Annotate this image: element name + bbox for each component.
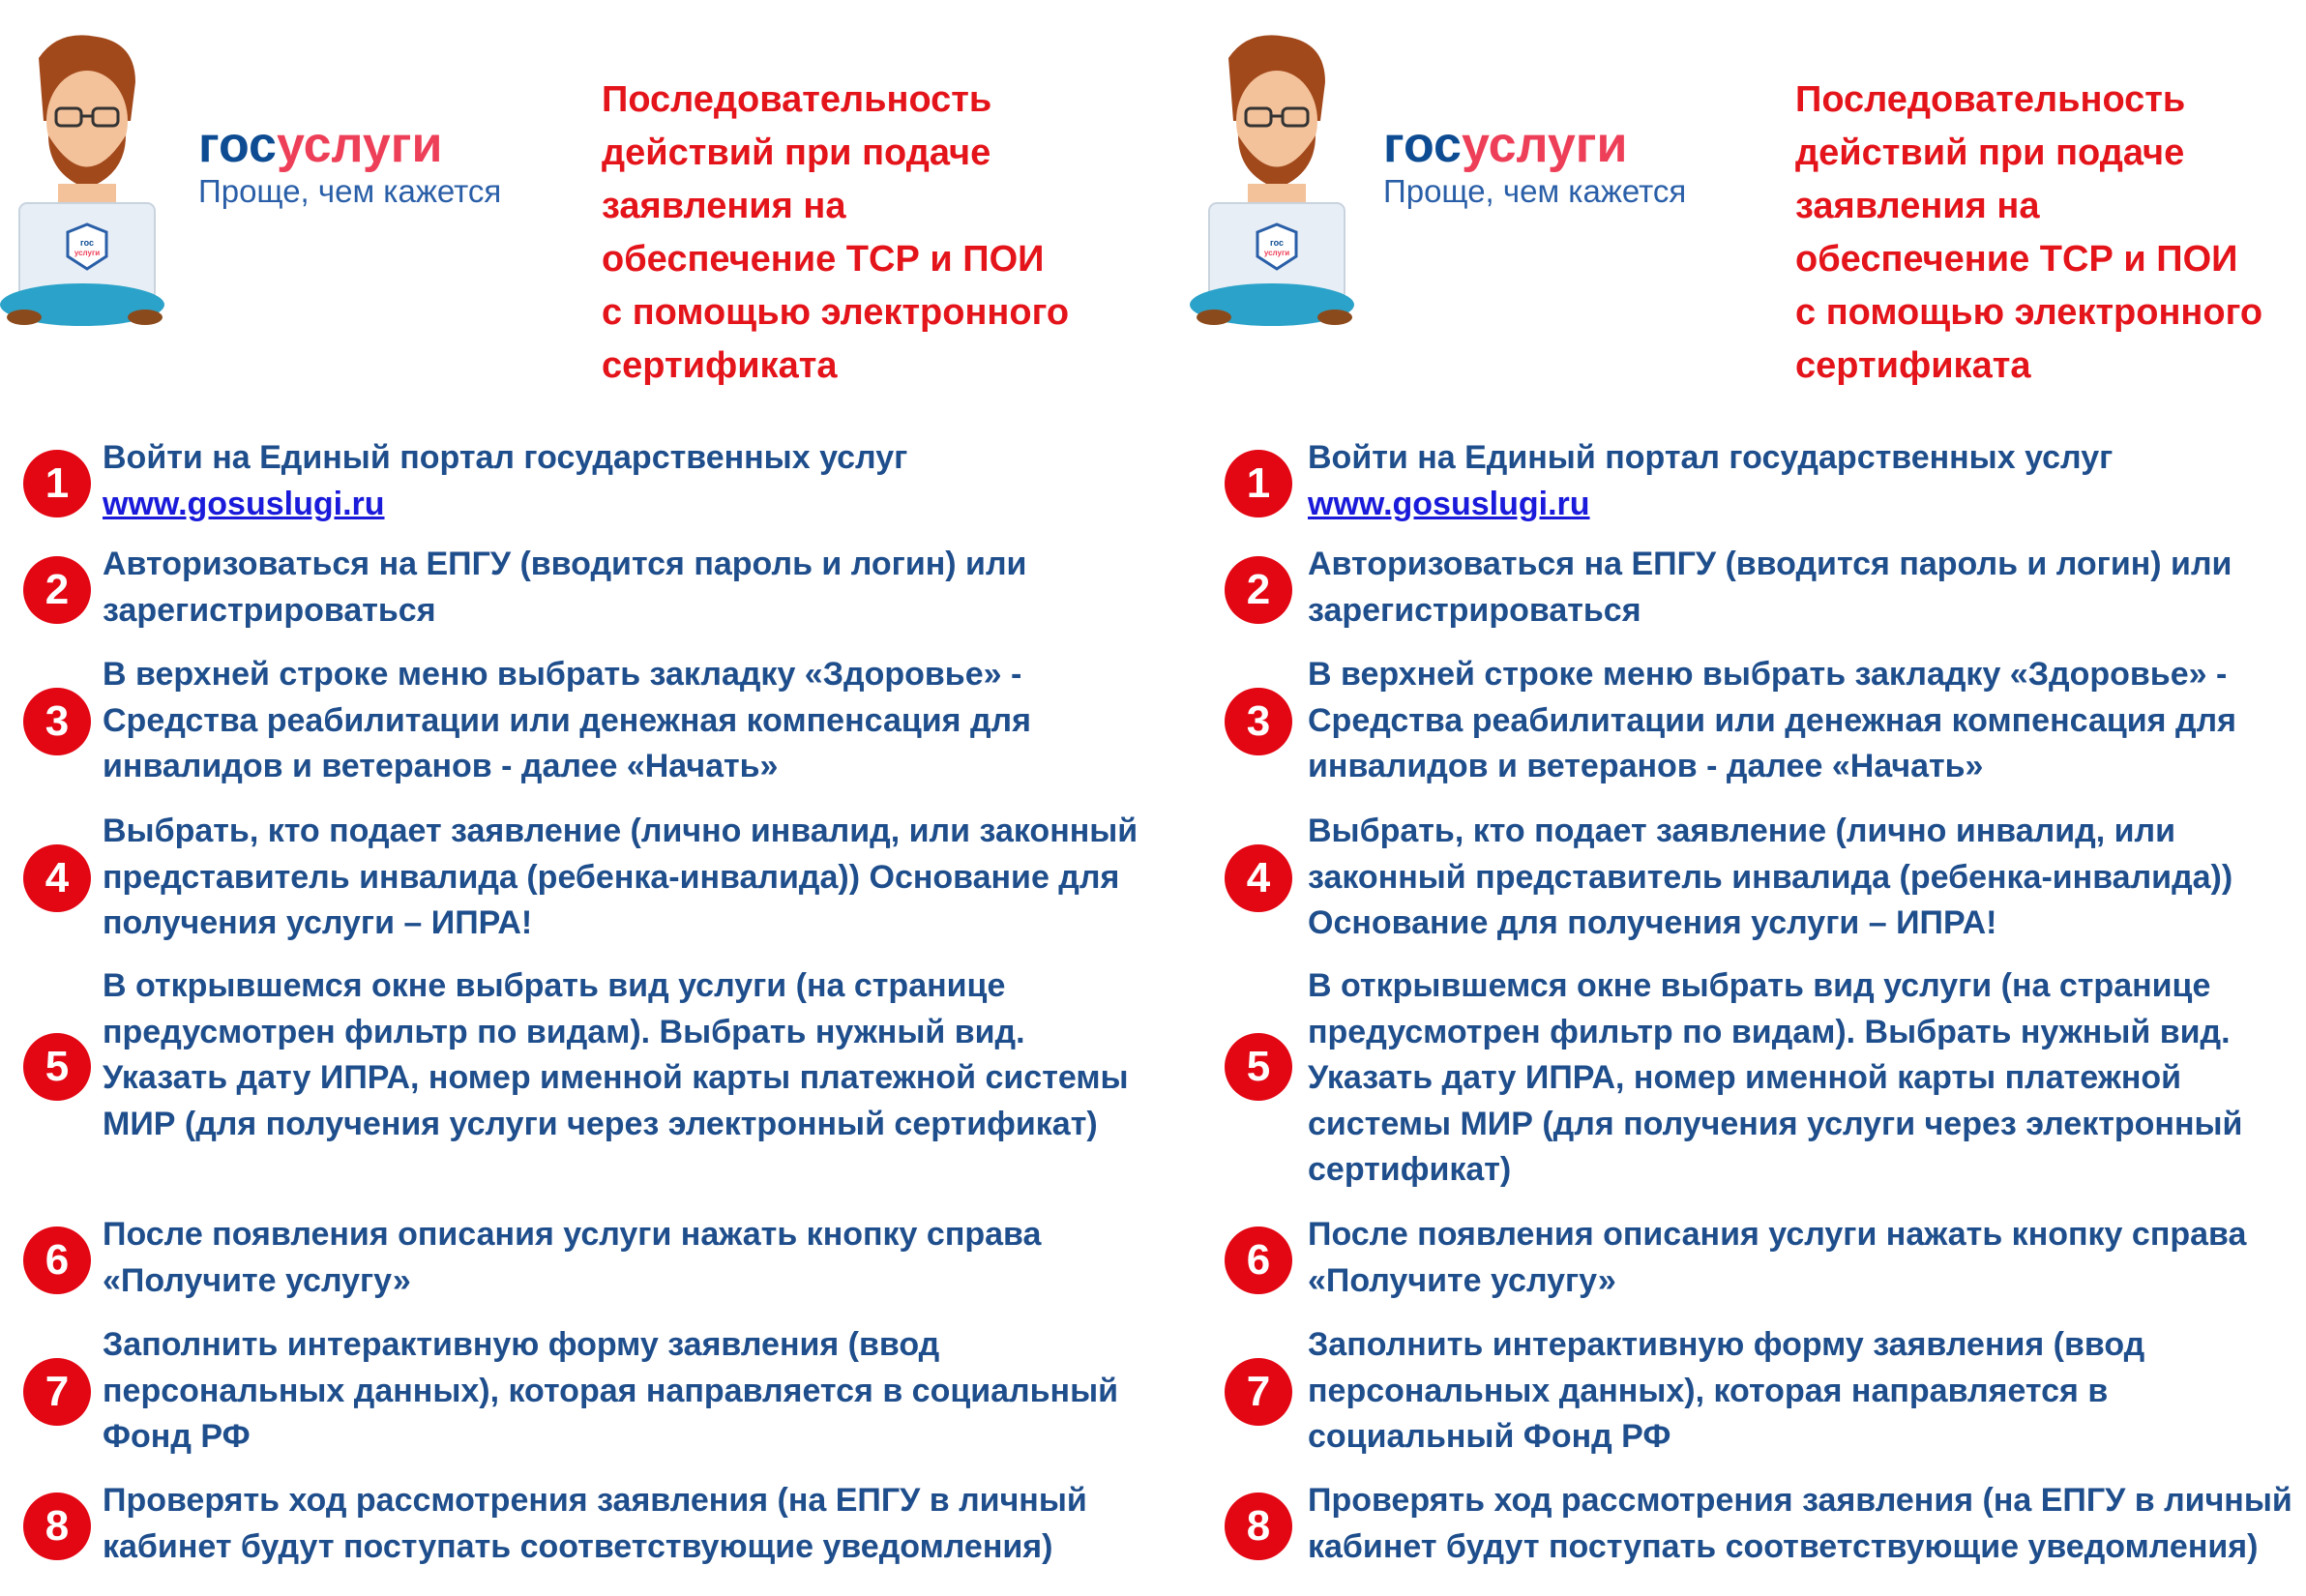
brand-tagline: Проще, чем кажется bbox=[1383, 173, 1687, 209]
step-number-badge: 7 bbox=[23, 1358, 91, 1426]
step-number-badge: 1 bbox=[1225, 450, 1292, 517]
step-number-badge: 2 bbox=[1225, 556, 1292, 624]
step-number-badge: 3 bbox=[23, 688, 91, 755]
gosuslugi-link[interactable]: www.gosuslugi.ru bbox=[1308, 485, 1590, 522]
gosuslugi-logo bbox=[1383, 116, 1686, 211]
step-number-badge: 5 bbox=[23, 1033, 91, 1101]
step-text: В открывшемся окне выбрать вид услуги (на странице предусмотрен фильтр по видам). Выбрать нужный вид. Указать дату ИПРА, номер именной карты платежной системы МИР (для получения услуги через электронный сертификат) bbox=[103, 967, 1129, 1142]
step-text: Проверять ход рассмотрения заявления (на ЕПГУ в личный кабинет будут поступать соответствующие уведомления) bbox=[1308, 1482, 2292, 1565]
step-text: После появления описания услуги нажать кнопку справа «Получите услугу» bbox=[1308, 1216, 2247, 1299]
laptop-logo-text-1: гос bbox=[79, 238, 95, 248]
step-text: В верхней строке меню выбрать закладку «Здоровье» - Средства реабилитации или денежная компенсация для инвалидов и ветеранов - далее «Начать» bbox=[103, 656, 1031, 784]
laptop-logo-text-2: услуги bbox=[1263, 249, 1290, 257]
step-text: Авторизоваться на ЕПГУ (вводится пароль и логин) или зарегистрироваться bbox=[1308, 546, 2232, 629]
mascot-illustration bbox=[0, 29, 164, 329]
leaflet-title: Последовательность действий при подаче заявления на обеспечение ТСР и ПОИ с помощью электронного сертификата bbox=[1795, 79, 2263, 386]
step-text: Выбрать, кто подает заявление (лично инвалид, или законный представитель инвалида (ребенка-инвалида)) Основание для получения услуги – ИПРА! bbox=[103, 813, 1138, 941]
step-number-badge: 3 bbox=[1225, 688, 1292, 755]
step-text: Выбрать, кто подает заявление (лично инвалид, или законный представитель инвалида (ребенка-инвалида)) Основание для получения услуги – ИПРА! bbox=[1308, 813, 2233, 941]
step-number-badge: 4 bbox=[23, 844, 91, 912]
laptop-logo-text-2: услуги bbox=[74, 249, 101, 257]
step-number-badge: 5 bbox=[1225, 1033, 1292, 1101]
step-text: Войти на Единый портал государственных услуг www.gosuslugi.ru bbox=[103, 435, 1147, 527]
step-number-badge: 7 bbox=[1225, 1358, 1292, 1426]
step-number-badge: 8 bbox=[23, 1493, 91, 1560]
gosuslugi-logo bbox=[198, 116, 501, 211]
step-text: После появления описания услуги нажать кнопку справа «Получите услугу» bbox=[103, 1216, 1042, 1299]
step-number-badge: 2 bbox=[23, 556, 91, 624]
brand-tagline: Проще, чем кажется bbox=[198, 173, 502, 209]
step-text: Заполнить интерактивную форму заявления (ввод персональных данных), которая направляется в социальный Фонд РФ bbox=[1308, 1326, 2145, 1455]
step-number-badge: 8 bbox=[1225, 1493, 1292, 1560]
step-text: Проверять ход рассмотрения заявления (на ЕПГУ в личный кабинет будут поступать соответствующие уведомления) bbox=[103, 1482, 1087, 1565]
gosuslugi-link[interactable]: www.gosuslugi.ru bbox=[103, 485, 385, 522]
brand-name: госуслуги bbox=[198, 117, 443, 173]
leaflet-right bbox=[1190, 0, 2302, 1596]
leaflet-left bbox=[0, 0, 1151, 1596]
mascot-illustration bbox=[1190, 29, 1354, 329]
step-text: В открывшемся окне выбрать вид услуги (на странице предусмотрен фильтр по видам). Выбрать нужный вид. Указать дату ИПРА, номер именной карты платежной системы МИР (для получения услуги через электронный сертификат) bbox=[1308, 967, 2243, 1188]
step-text: В верхней строке меню выбрать закладку «Здоровье» - Средства реабилитации или денежная компенсация для инвалидов и ветеранов - далее «Начать» bbox=[1308, 656, 2236, 784]
step-text: Авторизоваться на ЕПГУ (вводится пароль и логин) или зарегистрироваться bbox=[103, 546, 1027, 629]
step-number-badge: 4 bbox=[1225, 844, 1292, 912]
brand-name: госуслуги bbox=[1383, 117, 1628, 173]
leaflet-title: Последовательность действий при подаче заявления на обеспечение ТСР и ПОИ с помощью электронного сертификата bbox=[602, 79, 1070, 386]
laptop-logo-text-1: гос bbox=[1269, 238, 1285, 248]
step-text: Заполнить интерактивную форму заявления (ввод персональных данных), которая направляется в социальный Фонд РФ bbox=[103, 1326, 1119, 1455]
step-text: Войти на Единый портал государственных услуг www.gosuslugi.ru bbox=[1308, 435, 2304, 527]
step-number-badge: 6 bbox=[1225, 1227, 1292, 1294]
step-number-badge: 1 bbox=[23, 450, 91, 517]
step-number-badge: 6 bbox=[23, 1227, 91, 1294]
